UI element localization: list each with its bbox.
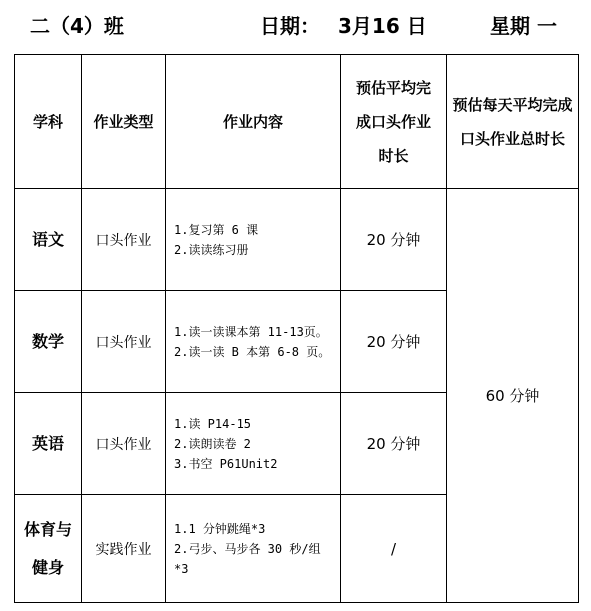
- subject-cell: [15, 189, 82, 291]
- content-line: 2.读朗读卷 2: [174, 436, 251, 451]
- content-line: 1.读一读课本第 11-13页。: [174, 324, 328, 339]
- duration-cell: 20 分钟: [341, 189, 447, 291]
- content-cell: [166, 291, 341, 393]
- subject-label: 数学: [31, 331, 64, 351]
- content-line: 2.弓步、马步各 30 秒/组: [174, 541, 321, 556]
- header-est-daily-line: 预估每天平均完成: [452, 95, 573, 114]
- page-header: [0, 6, 591, 42]
- date-label: 日期：: [260, 14, 320, 38]
- subject-label: 英语: [31, 433, 64, 453]
- header-est-avg-line: 预估平均完: [355, 78, 431, 97]
- header-row: [15, 55, 579, 189]
- total-duration-cell: 60 分钟: [447, 189, 579, 603]
- subject-cell: [15, 291, 82, 393]
- header-est-avg-line: 时长: [378, 146, 409, 165]
- subject-label: 语文: [31, 229, 64, 249]
- type-cell: 实践作业: [82, 495, 166, 603]
- content-line: 2.读一读 B 本第 6-8 页。: [174, 344, 331, 359]
- content-line: 3.书空 P61Unit2: [174, 456, 278, 471]
- subject-label: 体育与: [23, 519, 72, 539]
- subject-cell: [15, 495, 82, 603]
- header-type: 作业类型: [82, 55, 166, 189]
- header-content: 作业内容: [166, 55, 341, 189]
- homework-table: [14, 54, 579, 603]
- type-cell: 口头作业: [82, 393, 166, 495]
- header-est-avg-line: 成口头作业: [355, 112, 431, 131]
- content-cell: [166, 393, 341, 495]
- duration-cell: /: [341, 495, 447, 603]
- subject-cell: [15, 393, 82, 495]
- header-est-daily: [447, 55, 579, 189]
- duration-cell: 20 分钟: [341, 393, 447, 495]
- content-cell: [166, 189, 341, 291]
- subject-label: 健身: [31, 557, 64, 577]
- duration-cell: 20 分钟: [341, 291, 447, 393]
- content-line: 2.读读练习册: [174, 242, 249, 257]
- content-cell: [166, 495, 341, 603]
- content-line: 1.复习第 6 课: [174, 222, 259, 237]
- header-est-daily-line: 口头作业总时长: [459, 129, 565, 148]
- table-row: [15, 189, 579, 291]
- class-name: 二（4）班: [30, 14, 124, 38]
- header-subject: 学科: [15, 55, 82, 189]
- date-value: 3月16 日: [338, 14, 427, 38]
- header-est-avg: [341, 55, 447, 189]
- content-line: 1.1 分钟跳绳*3: [174, 521, 266, 536]
- type-cell: 口头作业: [82, 189, 166, 291]
- content-line: *3: [174, 561, 189, 576]
- type-cell: 口头作业: [82, 291, 166, 393]
- content-line: 1.读 P14-15: [174, 416, 252, 431]
- weekday: 星期 一: [490, 14, 557, 38]
